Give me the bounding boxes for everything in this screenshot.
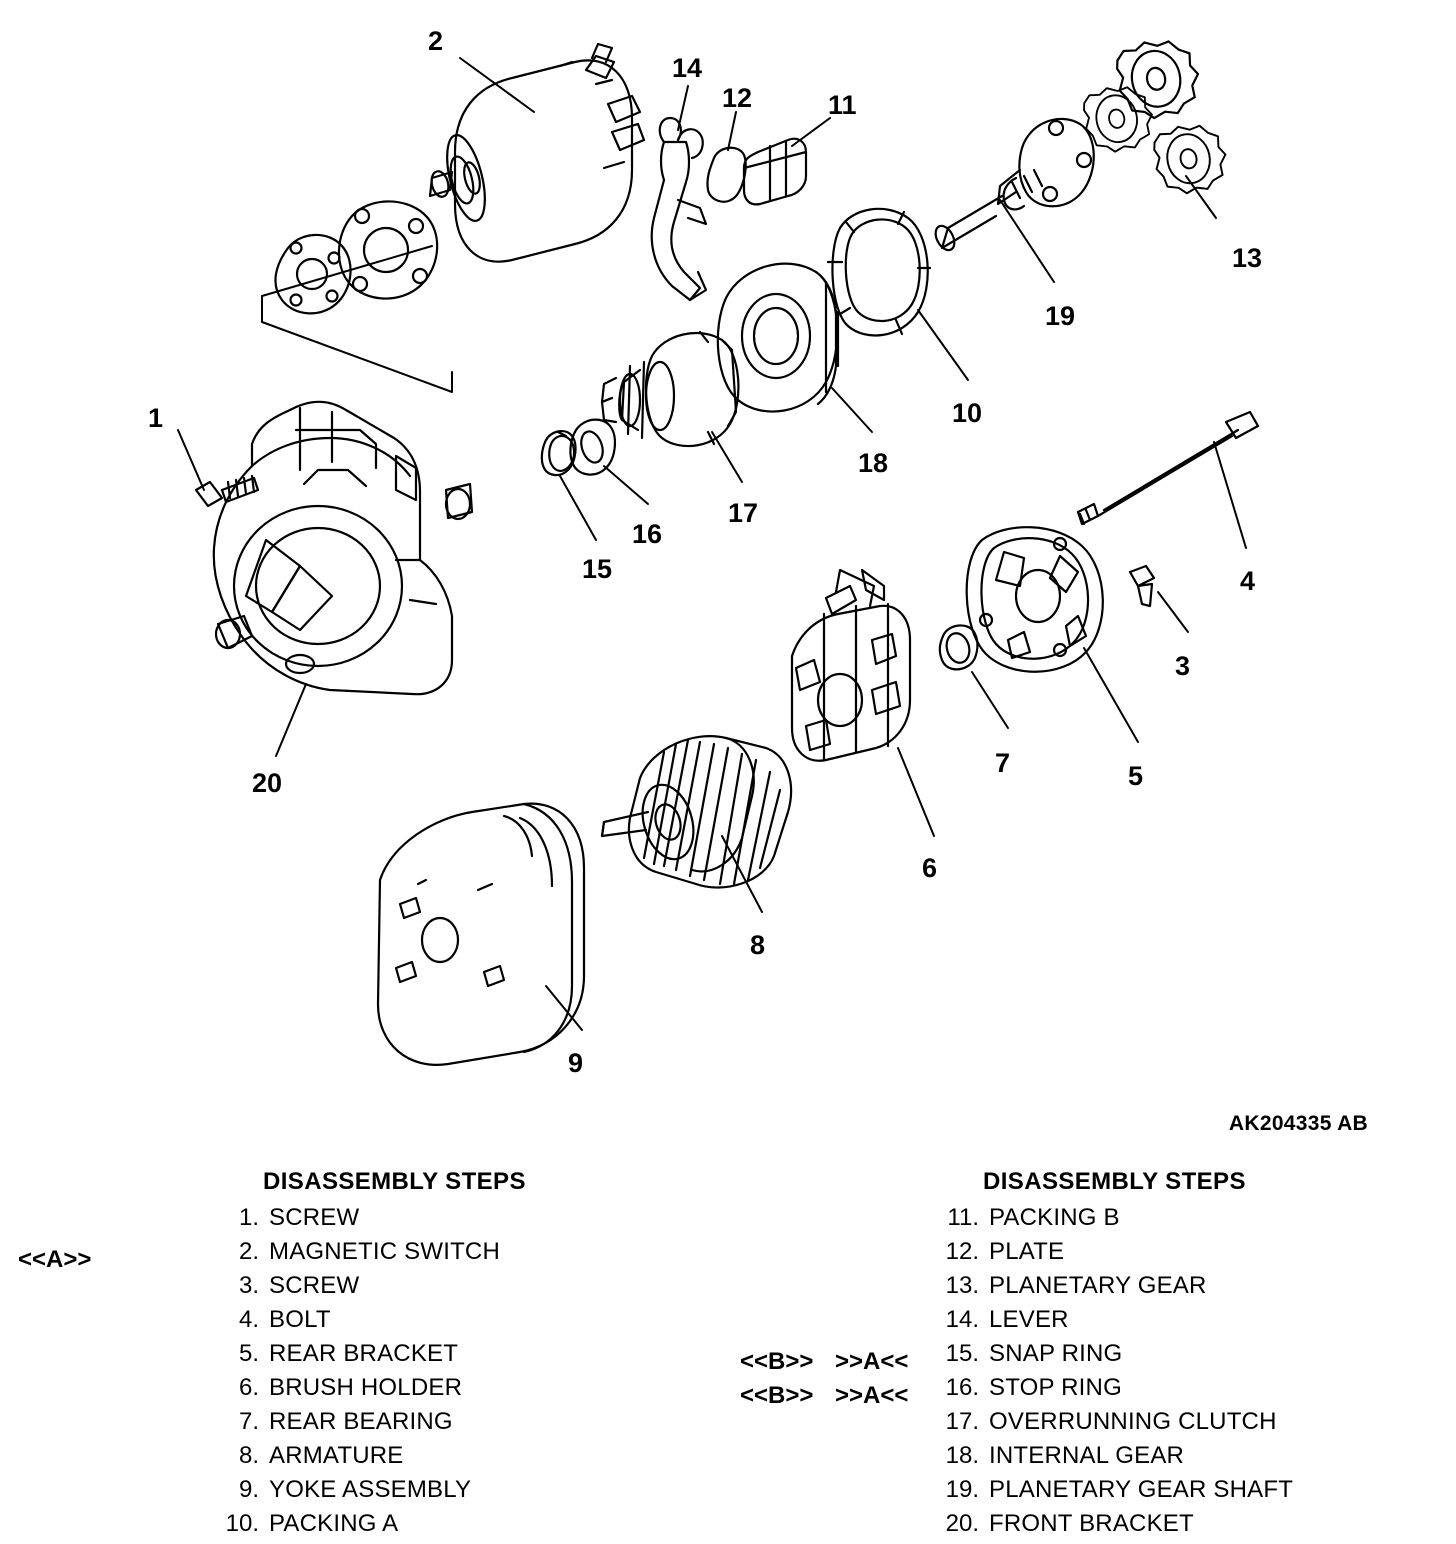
step-item [935,1238,1455,1272]
step-label: BOLT [269,1306,331,1333]
step-label: STOP RING [989,1374,1122,1401]
step-label: BRUSH HOLDER [269,1374,463,1401]
step-number: 12. [945,1238,979,1265]
step-item [935,1476,1455,1510]
step-label: YOKE ASSEMBLY [269,1476,472,1503]
step-number: 20. [945,1510,979,1537]
step-marker-b-16: <<B>> [740,1382,814,1409]
step-item [935,1204,1455,1238]
step-number: 14. [945,1306,979,1333]
part-rear-bracket [967,527,1103,672]
step-number: 5. [238,1340,259,1367]
step-number: 15. [945,1340,979,1367]
callout-13: 13 [1232,243,1263,273]
step-number: 9. [238,1476,259,1503]
part-packing-b [744,139,806,205]
callout-19: 19 [1045,301,1076,331]
steps-title-left: DISASSEMBLY STEPS [263,1168,526,1195]
callout-4: 4 [1240,566,1256,596]
step-number: 18. [945,1442,979,1469]
step-number: 11. [947,1204,979,1231]
step-number: 19. [945,1476,979,1503]
section-marker-a: <<A>> [18,1246,92,1273]
step-label: FRONT BRACKET [989,1510,1194,1537]
step-marker-b-15: <<B>> [740,1348,814,1375]
callout-12: 12 [722,83,753,113]
step-item [935,1510,1455,1544]
callout-20: 20 [252,768,283,798]
callout-11: 11 [828,90,857,120]
step-label: REAR BRACKET [269,1340,459,1367]
step-number: 2. [238,1238,259,1265]
step-label: PLANETARY GEAR SHAFT [989,1476,1294,1503]
step-label: PLANETARY GEAR [989,1272,1207,1299]
step-number: 7. [238,1408,259,1435]
part-packing-a [828,209,930,336]
step-number: 6. [238,1374,259,1401]
part-switch-gaskets [275,201,437,313]
part-planetary-gear [1079,33,1232,198]
callout-16: 16 [632,519,663,549]
callout-6: 6 [922,853,938,883]
part-front-bracket [214,402,472,694]
step-label: SNAP RING [989,1340,1123,1367]
callout-9: 9 [568,1048,584,1078]
step-item [935,1306,1455,1340]
part-plate [707,148,745,202]
drawing-code-label: AK204335 AB [1228,1112,1368,1135]
step-item [215,1476,775,1510]
part-planetary-gear-shaft [932,119,1094,253]
step-number: 3. [238,1272,259,1299]
callout-15: 15 [582,554,613,584]
step-item [215,1238,775,1272]
part-screw-1 [196,476,258,506]
callout-10: 10 [952,398,983,428]
step-label: PACKING A [269,1510,399,1537]
step-item [215,1442,775,1476]
step-item [215,1272,775,1306]
steps-column-left [215,1168,775,1544]
callout-3: 3 [1175,651,1191,681]
callout-2: 2 [428,26,444,56]
steps-title-right: DISASSEMBLY STEPS [983,1168,1246,1195]
step-marker-a-16: >>A<< [835,1382,909,1409]
step-label: OVERRUNNING CLUTCH [989,1408,1277,1435]
step-number: 13. [945,1272,979,1299]
step-number: 17. [945,1408,979,1435]
part-internal-gear [718,264,838,412]
callout-17: 17 [728,498,759,528]
step-item [215,1408,775,1442]
step-label: SCREW [269,1272,360,1299]
part-stop-ring [570,420,615,475]
callout-14: 14 [672,53,703,83]
step-label: PACKING B [989,1204,1120,1231]
steps-column-right [935,1168,1455,1544]
step-item [935,1374,1455,1408]
part-magnetic-switch [429,44,644,262]
step-label: LEVER [989,1306,1069,1333]
leader-lines [178,58,1246,1030]
step-label: REAR BEARING [269,1408,453,1435]
step-label: ARMATURE [269,1442,404,1469]
step-item [935,1442,1455,1476]
part-brush-holder [792,570,910,761]
step-item [935,1272,1455,1306]
step-number: 16. [945,1374,979,1401]
callout-1: 1 [148,403,164,433]
part-yoke-assembly [378,804,584,1065]
step-number: 8. [238,1442,259,1469]
step-number: 10. [225,1510,259,1537]
step-label: INTERNAL GEAR [989,1442,1185,1469]
part-screw-3 [1130,566,1154,606]
step-item [215,1374,775,1408]
part-bolt [1078,412,1258,524]
step-label: SCREW [269,1204,360,1231]
step-label: PLATE [989,1238,1065,1265]
step-item [935,1408,1455,1442]
part-rear-bearing [940,625,978,669]
disassembly-steps-section [0,1168,1456,1544]
step-marker-a-15: >>A<< [835,1348,909,1375]
callout-18: 18 [858,448,889,478]
step-item [215,1510,775,1544]
step-label: MAGNETIC SWITCH [269,1238,500,1265]
part-lever [652,118,706,300]
part-armature [602,736,791,887]
callout-8: 8 [750,930,766,960]
callout-7: 7 [995,748,1011,778]
step-number: 1. [238,1204,259,1231]
step-item [215,1204,775,1238]
step-number: 4. [238,1306,259,1333]
step-item [935,1340,1455,1374]
step-item [215,1340,775,1374]
step-item [215,1306,775,1340]
callout-5: 5 [1128,761,1144,791]
